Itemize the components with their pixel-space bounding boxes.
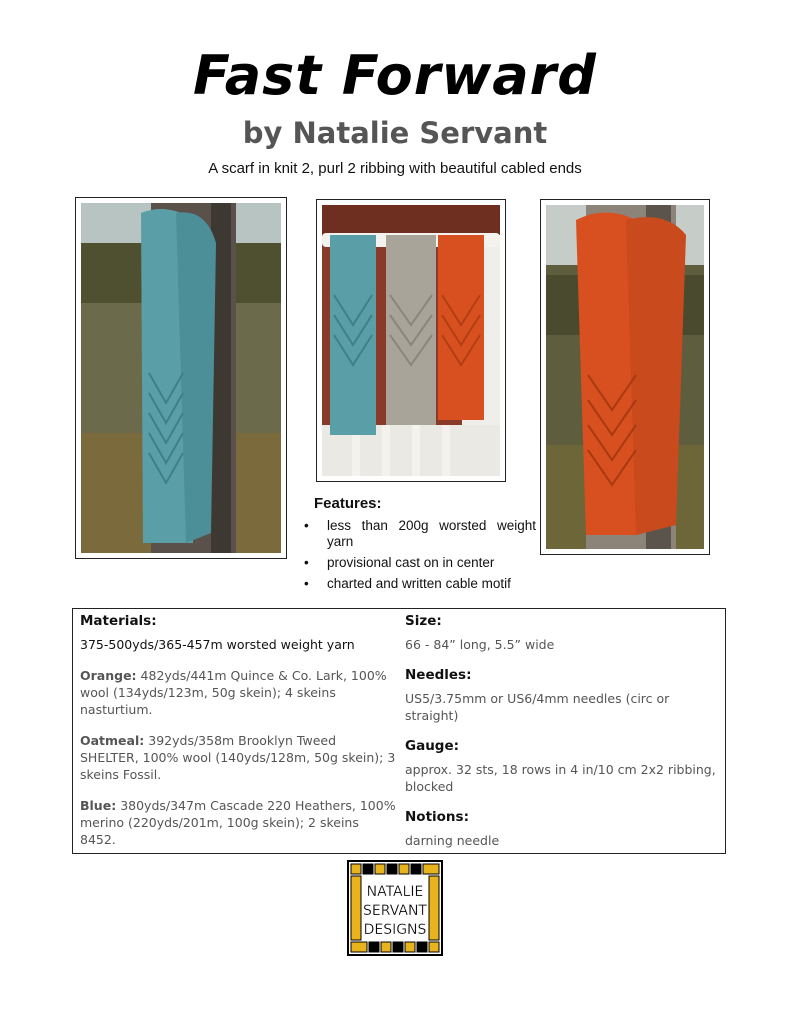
pattern-info-box [72, 608, 726, 854]
logo-line-2: SERVANT [363, 903, 427, 919]
blue-scarf-photo [75, 197, 287, 559]
material-orange [80, 667, 398, 718]
pattern-subtitle: A scarf in knit 2, purl 2 ribbing with beautiful cabled ends [208, 160, 582, 177]
material-orange-label: Orange: [80, 668, 137, 683]
orange-scarf-photo [540, 199, 710, 555]
features-section [304, 495, 536, 597]
material-orange-text: 482yds/441m Quince & Co. Lark, 100% wool (134yds/123m, 50g skein); 4 skeins nasturtium. [80, 668, 387, 717]
specs-column [405, 613, 721, 863]
features-list [304, 518, 536, 592]
material-blue-text: 380yds/347m Cascade 220 Heathers, 100% merino (220yds/201m, 100g skein); 2 skeins 8452. [80, 798, 396, 847]
needles-text: US5/3.75mm or US6/4mm needles (circ or straight) [405, 691, 670, 723]
logo-line-1: NATALIE [366, 884, 424, 900]
pattern-title: Fast Forward [193, 44, 597, 107]
material-oatmeal-label: Oatmeal: [80, 733, 145, 748]
gauge-heading: Gauge: [405, 738, 460, 754]
needles-heading: Needles: [405, 667, 472, 683]
materials-column [80, 613, 398, 862]
materials-summary: 375-500yds/365-457m worsted weight yarn [80, 637, 355, 652]
feature-item: • provisional cast on in center [304, 555, 536, 571]
material-blue-label: Blue: [80, 798, 117, 813]
feature-item: • charted and written cable motif [304, 576, 536, 592]
gauge-text: approx. 32 sts, 18 rows in 4 in/10 cm 2x2 ribbing, blocked [405, 762, 716, 794]
logo-line-3: DESIGNS [363, 922, 427, 938]
notions-text: darning needle [405, 833, 500, 848]
feature-item: • less than 200g worsted weight yarn [304, 518, 536, 550]
notions-heading: Notions: [405, 809, 469, 825]
designer-byline: by Natalie Servant [242, 116, 548, 150]
materials-heading: Materials: [80, 613, 157, 629]
size-text: 66 - 84” long, 5.5” wide [405, 637, 555, 652]
material-oatmeal [80, 732, 398, 783]
natalie-servant-designs-logo [347, 860, 443, 956]
features-heading: Features: [314, 495, 382, 512]
material-blue [80, 797, 398, 848]
size-heading: Size: [405, 613, 442, 629]
three-scarves-photo [316, 199, 506, 482]
material-oatmeal-text: 392yds/358m Brooklyn Tweed SHELTER, 100% wool (140yds/128m, 50g skein); 3 skeins Fossil. [80, 733, 396, 782]
